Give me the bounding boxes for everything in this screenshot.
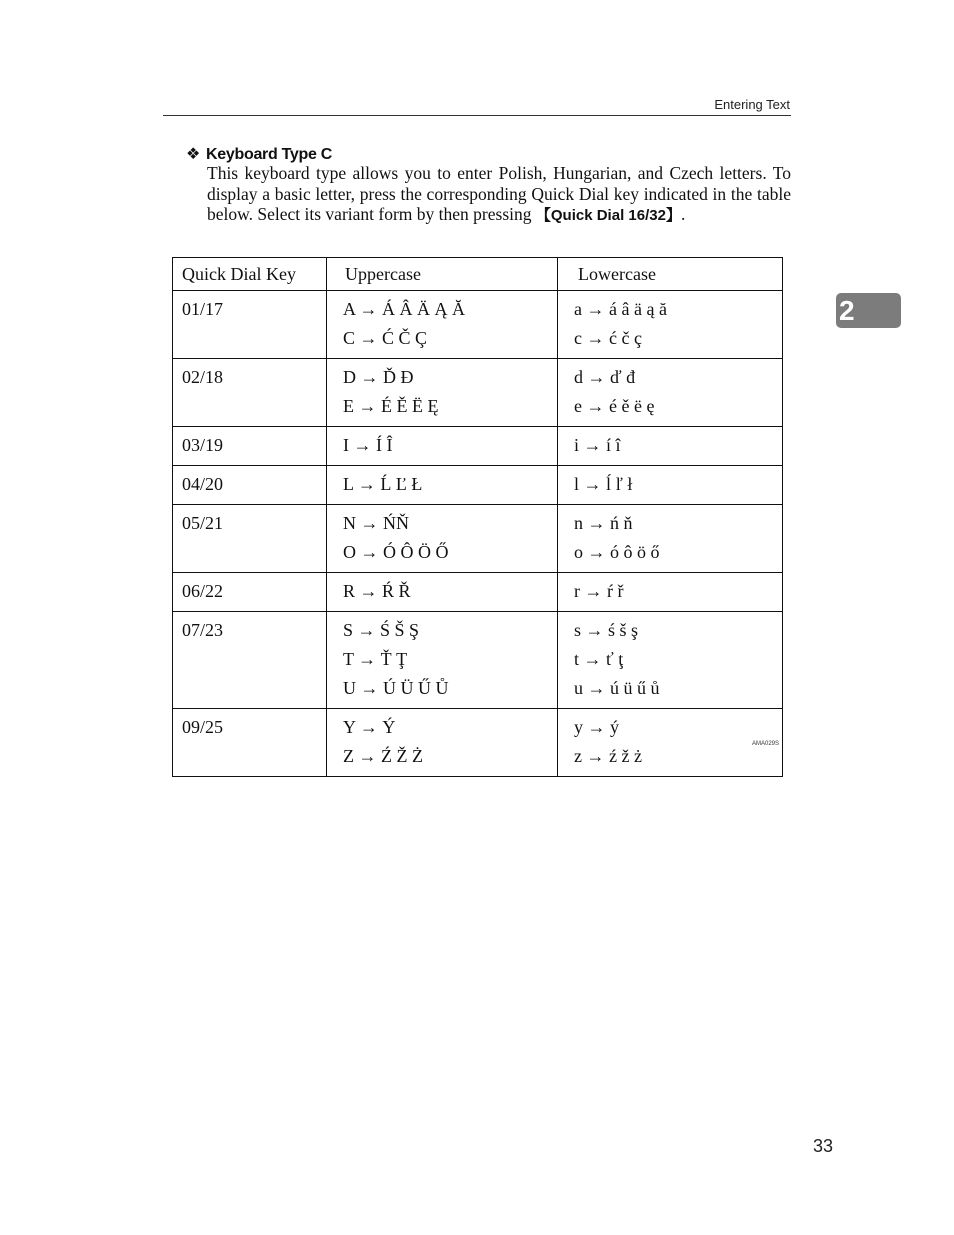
- quick-dial-key-cell: 01/17: [173, 291, 327, 359]
- body-end-punct: .: [680, 204, 686, 224]
- column-header-lowercase: Lowercase: [558, 258, 783, 291]
- uppercase-cell: [327, 466, 558, 505]
- lowercase-line: l → ĺ ľ ł: [574, 474, 633, 494]
- table-row: [173, 466, 783, 505]
- lowercase-line: s → ś š ş: [574, 620, 639, 640]
- quick-dial-key-label: 【Quick Dial 16/32】: [535, 207, 681, 224]
- section-title-text: Keyboard Type C: [206, 146, 332, 163]
- section-title: [186, 144, 332, 164]
- running-header: Entering Text: [714, 97, 790, 112]
- lowercase-cell: [558, 291, 783, 359]
- lowercase-line: r → ŕ ř: [574, 581, 624, 601]
- lowercase-line: n → ń ň: [574, 513, 633, 533]
- uppercase-line: A → Á Â Ä Ą Ă: [343, 299, 466, 319]
- table-row: [173, 612, 783, 709]
- chapter-tab: [836, 293, 901, 328]
- lowercase-line: y → ý: [574, 717, 619, 737]
- uppercase-line: Z → Ź Ž Ż: [343, 746, 423, 766]
- lowercase-cell: [558, 612, 783, 709]
- lowercase-line: i → í î: [574, 435, 621, 455]
- table-row: [173, 505, 783, 573]
- quick-dial-key-cell: 04/20: [173, 466, 327, 505]
- lowercase-cell: [558, 573, 783, 612]
- uppercase-line: D → Ď Đ: [343, 367, 414, 387]
- uppercase-line: R → Ŕ Ř: [343, 581, 411, 601]
- diamond-bullet-icon: ❖: [186, 146, 201, 163]
- body-text: This keyboard type allows you to enter Polish, Hungarian, and Czech letters. To display a basic letter, press the corresponding Quick Dial key indicated in the table below. Select its variant form by then pressing: [207, 163, 791, 224]
- uppercase-line: L → Ĺ Ľ Ł: [343, 474, 423, 494]
- quick-dial-key-cell: 06/22: [173, 573, 327, 612]
- lowercase-line: c → ć č ç: [574, 328, 642, 348]
- quick-dial-key-cell: 07/23: [173, 612, 327, 709]
- uppercase-line: E → É Ě Ë Ę: [343, 396, 439, 416]
- uppercase-line: Y → Ý: [343, 717, 396, 737]
- lowercase-cell: [558, 359, 783, 427]
- uppercase-cell: [327, 427, 558, 466]
- uppercase-line: N → ŃŇ: [343, 513, 409, 533]
- figure-code: AMA029S: [752, 741, 780, 747]
- uppercase-cell: [327, 573, 558, 612]
- lowercase-line: o → ó ô ö ő: [574, 542, 660, 562]
- table-row: [173, 291, 783, 359]
- quick-dial-key-cell: 03/19: [173, 427, 327, 466]
- lowercase-line: u → ú ü ű ů: [574, 678, 660, 698]
- lowercase-line: d → ď đ: [574, 367, 636, 387]
- uppercase-cell: [327, 612, 558, 709]
- lowercase-line: z → ź ž ż: [574, 746, 642, 766]
- quick-dial-key-cell: 09/25: [173, 709, 327, 777]
- table-row: [173, 573, 783, 612]
- column-header-uppercase: Uppercase: [327, 258, 558, 291]
- uppercase-line: S → Ś Š Ş: [343, 620, 420, 640]
- uppercase-line: C → Ć Č Ç: [343, 328, 428, 348]
- quick-dial-key-cell: 05/21: [173, 505, 327, 573]
- lowercase-line: e → é ě ë ę: [574, 396, 655, 416]
- lowercase-cell: [558, 709, 783, 777]
- uppercase-cell: [327, 709, 558, 777]
- uppercase-line: U → Ú Ü Ű Ů: [343, 678, 449, 698]
- body-paragraph: [207, 163, 791, 227]
- lowercase-cell: [558, 427, 783, 466]
- quick-dial-key-cell: 02/18: [173, 359, 327, 427]
- table-row: [173, 709, 783, 777]
- lowercase-cell: [558, 505, 783, 573]
- lowercase-line: t → ť ţ: [574, 649, 624, 669]
- table-body: [173, 291, 783, 777]
- page-number: 33: [812, 1136, 833, 1156]
- column-header-key: Quick Dial Key: [173, 258, 327, 291]
- uppercase-line: I → Í Î: [343, 435, 393, 455]
- uppercase-cell: [327, 291, 558, 359]
- uppercase-cell: [327, 359, 558, 427]
- uppercase-cell: [327, 505, 558, 573]
- chapter-number: 2: [839, 295, 855, 326]
- uppercase-line: O → Ó Ô Ö Ő: [343, 542, 449, 562]
- table-row: [173, 359, 783, 427]
- keyboard-table: [172, 257, 783, 777]
- uppercase-line: T → Ť Ţ: [343, 649, 408, 669]
- table-header-row: [173, 258, 783, 291]
- header-rule: [163, 115, 791, 116]
- table-row: [173, 427, 783, 466]
- lowercase-line: a → á â ä ą ă: [574, 299, 667, 319]
- lowercase-cell: [558, 466, 783, 505]
